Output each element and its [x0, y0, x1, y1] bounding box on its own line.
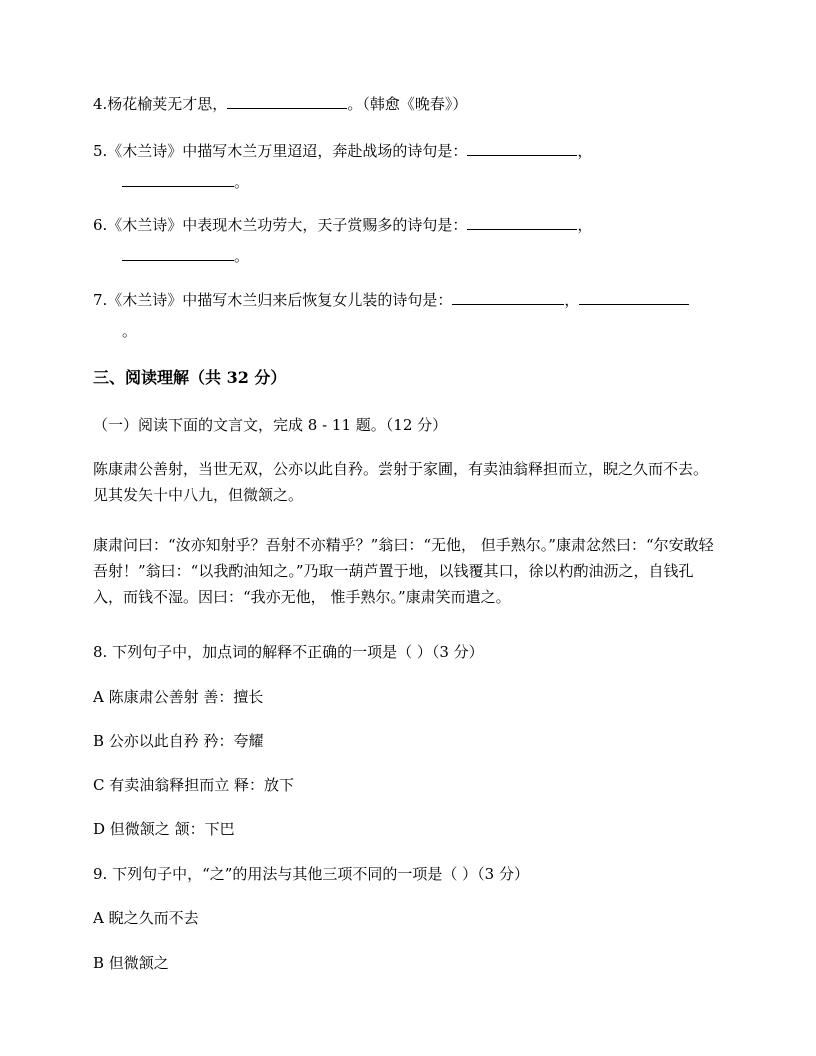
question-6-continuation	[122, 246, 249, 266]
question-7-continuation	[122, 321, 137, 341]
option-c[interactable]: C 有卖油翁释担而立 释：放下	[93, 776, 295, 794]
answer-blank[interactable]	[227, 94, 347, 109]
question-8-stem: 8. 下列句子中，加点词的解释不正确的一项是（ ）（3 分）	[93, 643, 484, 661]
comma: ，	[564, 291, 580, 309]
answer-blank[interactable]	[467, 141, 577, 156]
question-4-source: 。（韩愈《晚春》）	[347, 95, 468, 113]
question-5	[93, 141, 592, 161]
comma: ，	[577, 216, 593, 234]
question-5-continuation	[122, 172, 249, 192]
passage-paragraph-1: 陈康肃公善射，当世无双，公亦以此自矜。尝射于家圃，有卖油翁释担而立，睨之久而不去。见其发矢十中八九，但微颔之。	[93, 460, 709, 504]
answer-blank[interactable]	[467, 215, 577, 230]
comma: ，	[577, 142, 593, 160]
answer-blank[interactable]	[122, 172, 234, 187]
option-b[interactable]: B 但微颔之	[93, 954, 169, 972]
option-b[interactable]: B 公亦以此自矜 矜：夸耀	[93, 732, 264, 750]
period: 。	[234, 173, 250, 191]
period: 。	[122, 322, 138, 340]
section-heading: 三、阅读理解（共 32 分）	[93, 368, 287, 387]
reading-intro: （一）阅读下面的文言文，完成 8 - 11 题。（12 分）	[93, 416, 448, 434]
option-a[interactable]: A 睨之久而不去	[93, 909, 199, 927]
option-a[interactable]: A 陈康肃公善射 善：擅长	[93, 688, 264, 706]
passage-paragraph-2: 康肃问曰：“汝亦知射乎？吾射不亦精乎？”翁曰：“无他， 但手熟尔。”康肃忿然曰：“尔安敢轻吾射！”翁曰：“以我酌油知之。”乃取一葫芦置于地，以钱覆其口，徐以杓酌油沥之，自钱孔入，而钱不湿。因曰：“我亦无他， 惟手熟尔。”康肃笑而遣之。	[93, 536, 714, 606]
question-7	[93, 290, 689, 310]
question-4-text: 4.杨花榆荚无才思，	[93, 95, 228, 113]
answer-blank[interactable]	[452, 290, 564, 305]
question-6-text: 6.《木兰诗》中表现木兰功劳大，天子赏赐多的诗句是：	[93, 216, 468, 234]
answer-blank[interactable]	[579, 290, 689, 305]
option-d[interactable]: D 但微颔之 颔：下巴	[93, 820, 235, 838]
answer-blank[interactable]	[122, 246, 234, 261]
question-5-text: 5.《木兰诗》中描写木兰万里迢迢，奔赴战场的诗句是：	[93, 142, 468, 160]
question-7-text: 7.《木兰诗》中描写木兰归来后恢复女儿装的诗句是：	[93, 291, 453, 309]
question-6	[93, 215, 592, 235]
period: 。	[234, 247, 250, 265]
question-4	[93, 94, 467, 114]
question-9-stem: 9. 下列句子中，“之”的用法与其他三项不同的一项是（ ）（3 分）	[93, 865, 529, 883]
